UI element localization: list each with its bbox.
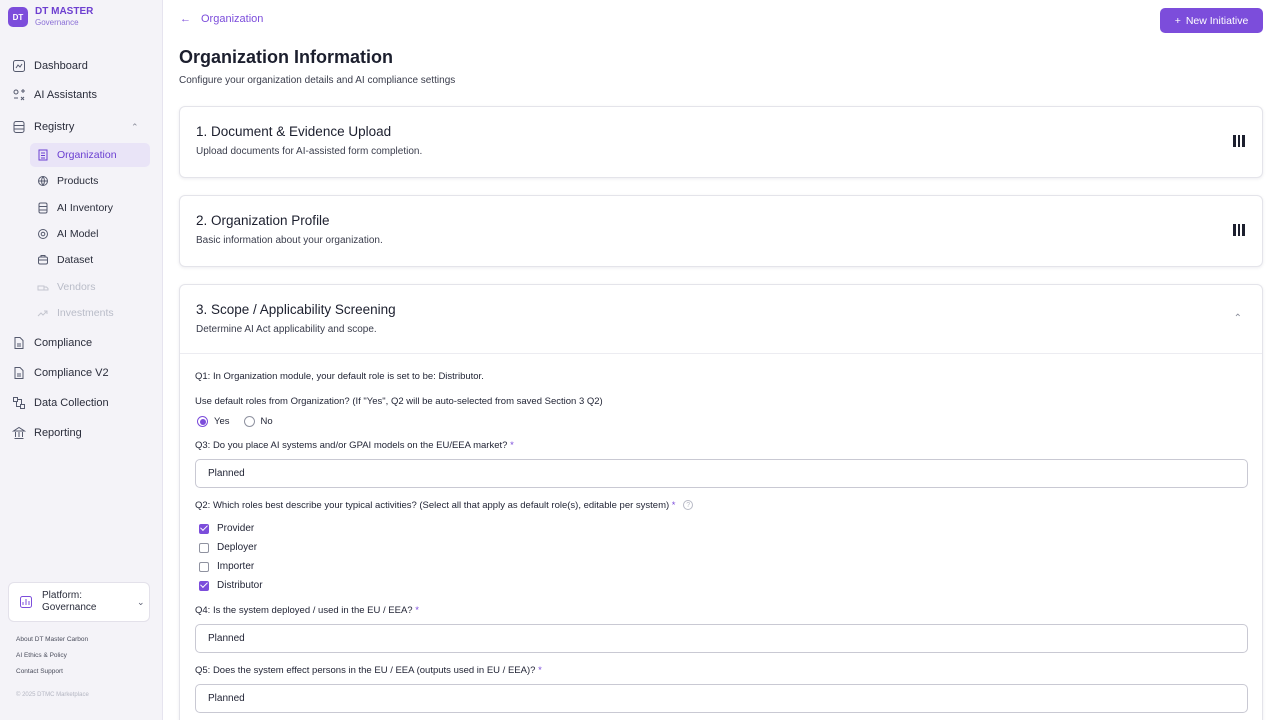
drag-handle-icon[interactable] bbox=[1233, 224, 1247, 238]
checkbox[interactable] bbox=[199, 524, 209, 534]
platform-icon bbox=[19, 595, 33, 609]
sidebar-item-label: Data Collection bbox=[34, 397, 109, 409]
sidebar-item-investments bbox=[30, 301, 150, 325]
footer-link-about[interactable]: About DT Master Carbon bbox=[16, 636, 89, 643]
sidebar-item-data-collection[interactable] bbox=[12, 394, 109, 412]
radio-yes[interactable] bbox=[197, 416, 208, 427]
q4-value: Planned bbox=[208, 633, 245, 644]
brand-logo: DT bbox=[8, 7, 28, 27]
footer-link-ethics[interactable]: AI Ethics & Policy bbox=[16, 652, 67, 659]
checkbox[interactable] bbox=[199, 581, 209, 591]
checkbox[interactable] bbox=[199, 543, 209, 553]
brand[interactable] bbox=[8, 6, 93, 28]
q3-label bbox=[195, 440, 514, 451]
sidebar-item-organization[interactable] bbox=[30, 143, 150, 167]
main-content bbox=[163, 0, 1280, 720]
sidebar-item-ai-inventory[interactable] bbox=[30, 196, 150, 220]
breadcrumb[interactable] bbox=[180, 13, 263, 25]
sidebar-item-label: AI Model bbox=[57, 228, 99, 240]
chevron-up-icon[interactable]: ⌃ bbox=[131, 122, 139, 132]
radio-no[interactable] bbox=[244, 416, 255, 427]
sidebar-item-label: Dataset bbox=[57, 254, 94, 266]
role-label: Importer bbox=[217, 561, 255, 572]
q4-text: Q4: Is the system deployed / used in the EU / EEA? bbox=[195, 605, 413, 616]
back-arrow-icon[interactable]: ← bbox=[180, 13, 191, 25]
dataset-icon bbox=[37, 254, 49, 266]
section-document-upload[interactable] bbox=[179, 106, 1263, 178]
section-organization-profile[interactable] bbox=[179, 195, 1263, 267]
vendor-icon bbox=[37, 281, 49, 293]
sidebar-item-vendors bbox=[30, 275, 150, 299]
document-icon bbox=[12, 366, 26, 380]
q5-label bbox=[195, 665, 542, 676]
required-marker: * bbox=[671, 500, 676, 511]
use-defaults-radio-group bbox=[197, 416, 273, 427]
sidebar-item-label: Vendors bbox=[57, 281, 96, 293]
sidebar-item-label: Reporting bbox=[34, 427, 82, 439]
brand-name: DT MASTER bbox=[35, 6, 94, 17]
section-scope-screening bbox=[179, 284, 1263, 720]
q3-text: Q3: Do you place AI systems and/or GPAI models on the EU/EEA market? bbox=[195, 440, 508, 451]
sidebar-item-label: Dashboard bbox=[34, 60, 88, 72]
q4-select[interactable] bbox=[195, 624, 1248, 653]
plus-icon: + bbox=[1174, 14, 1181, 27]
brand-subtitle: Governance bbox=[35, 18, 79, 27]
collection-icon bbox=[12, 396, 26, 410]
role-label: Deployer bbox=[217, 542, 258, 553]
q2-label bbox=[195, 500, 693, 511]
sidebar-item-dashboard[interactable] bbox=[12, 57, 88, 75]
section-description: Determine AI Act applicability and scope. bbox=[196, 324, 377, 335]
sidebar-item-label: AI Inventory bbox=[57, 202, 114, 214]
assistant-icon bbox=[12, 88, 26, 102]
q1-text: Q1: In Organization module, your default role is set to be: Distributor. bbox=[195, 371, 484, 382]
q2-text: Q2: Which roles best describe your typical activities? (Select all that apply as default role(s), editable per system) bbox=[195, 500, 670, 511]
section-title: 1. Document & Evidence Upload bbox=[196, 124, 392, 139]
role-provider[interactable] bbox=[199, 523, 254, 534]
database-icon bbox=[12, 120, 26, 134]
new-initiative-button[interactable] bbox=[1160, 8, 1263, 33]
role-deployer[interactable] bbox=[199, 542, 257, 553]
q5-value: Planned bbox=[208, 693, 245, 704]
sidebar-item-reporting[interactable] bbox=[12, 424, 82, 442]
inventory-icon bbox=[37, 202, 49, 214]
sidebar-item-label: AI Assistants bbox=[34, 89, 97, 101]
role-importer[interactable] bbox=[199, 561, 254, 572]
sidebar-item-compliance-v2[interactable] bbox=[12, 364, 109, 382]
radio-no-label[interactable]: No bbox=[260, 416, 273, 427]
globe-icon bbox=[37, 175, 49, 187]
q5-text: Q5: Does the system effect persons in the EU / EEA (outputs used in EU / EEA)? bbox=[195, 665, 536, 676]
help-icon[interactable]: ? bbox=[683, 500, 693, 510]
use-defaults-question: Use default roles from Organization? (If "Yes", Q2 will be auto-selected from saved Section 3 Q2) bbox=[195, 396, 603, 407]
radio-yes-label[interactable]: Yes bbox=[214, 416, 230, 427]
drag-handle-icon[interactable] bbox=[1233, 135, 1247, 149]
chevron-down-icon: ⌄ bbox=[137, 596, 145, 607]
q3-select[interactable] bbox=[195, 459, 1248, 488]
role-label: Distributor bbox=[217, 580, 263, 591]
section-title: 2. Organization Profile bbox=[196, 213, 330, 228]
checkbox[interactable] bbox=[199, 562, 209, 572]
chevron-up-icon[interactable]: ⌃ bbox=[1233, 313, 1242, 324]
q3-value: Planned bbox=[208, 468, 245, 479]
sidebar-item-label: Organization bbox=[57, 149, 117, 161]
sidebar-item-label: Products bbox=[57, 175, 99, 187]
model-icon bbox=[37, 228, 49, 240]
section-title: 3. Scope / Applicability Screening bbox=[196, 302, 396, 317]
sidebar bbox=[0, 0, 163, 720]
breadcrumb-label[interactable]: Organization bbox=[201, 13, 264, 25]
sidebar-item-products[interactable] bbox=[30, 169, 150, 193]
sidebar-item-label: Investments bbox=[57, 307, 114, 319]
sidebar-item-dataset[interactable] bbox=[30, 248, 150, 272]
q4-label bbox=[195, 605, 419, 616]
platform-switcher[interactable] bbox=[8, 582, 150, 622]
page-subtitle: Configure your organization details and AI compliance settings bbox=[179, 75, 456, 86]
sidebar-item-ai-assistants[interactable] bbox=[12, 86, 97, 104]
required-marker: * bbox=[538, 665, 542, 676]
document-icon bbox=[12, 336, 26, 350]
platform-label: Platform: Governance bbox=[42, 590, 97, 613]
copyright: © 2025 DTMC Marketplace bbox=[16, 692, 89, 698]
role-distributor[interactable] bbox=[199, 580, 263, 591]
sidebar-item-label: Compliance V2 bbox=[34, 367, 109, 379]
chart-icon bbox=[12, 59, 26, 73]
required-marker: * bbox=[510, 440, 514, 451]
divider bbox=[180, 353, 1262, 354]
section-description: Upload documents for AI-assisted form completion. bbox=[196, 146, 423, 157]
role-label: Provider bbox=[217, 523, 255, 534]
section-description: Basic information about your organization. bbox=[196, 235, 383, 246]
building-icon bbox=[37, 149, 49, 161]
footer-link-support[interactable]: Contact Support bbox=[16, 668, 63, 675]
sidebar-item-ai-model[interactable] bbox=[30, 222, 150, 246]
sidebar-item-label: Compliance bbox=[34, 337, 93, 349]
new-initiative-label: New Initiative bbox=[1185, 14, 1249, 27]
bank-icon bbox=[12, 426, 26, 440]
trend-icon bbox=[37, 307, 49, 319]
sidebar-item-label: Registry bbox=[34, 121, 75, 133]
sidebar-item-registry[interactable] bbox=[12, 118, 74, 136]
sidebar-item-compliance[interactable] bbox=[12, 334, 92, 352]
required-marker: * bbox=[415, 605, 419, 616]
q5-select[interactable] bbox=[195, 684, 1248, 713]
page-title: Organization Information bbox=[179, 47, 393, 67]
